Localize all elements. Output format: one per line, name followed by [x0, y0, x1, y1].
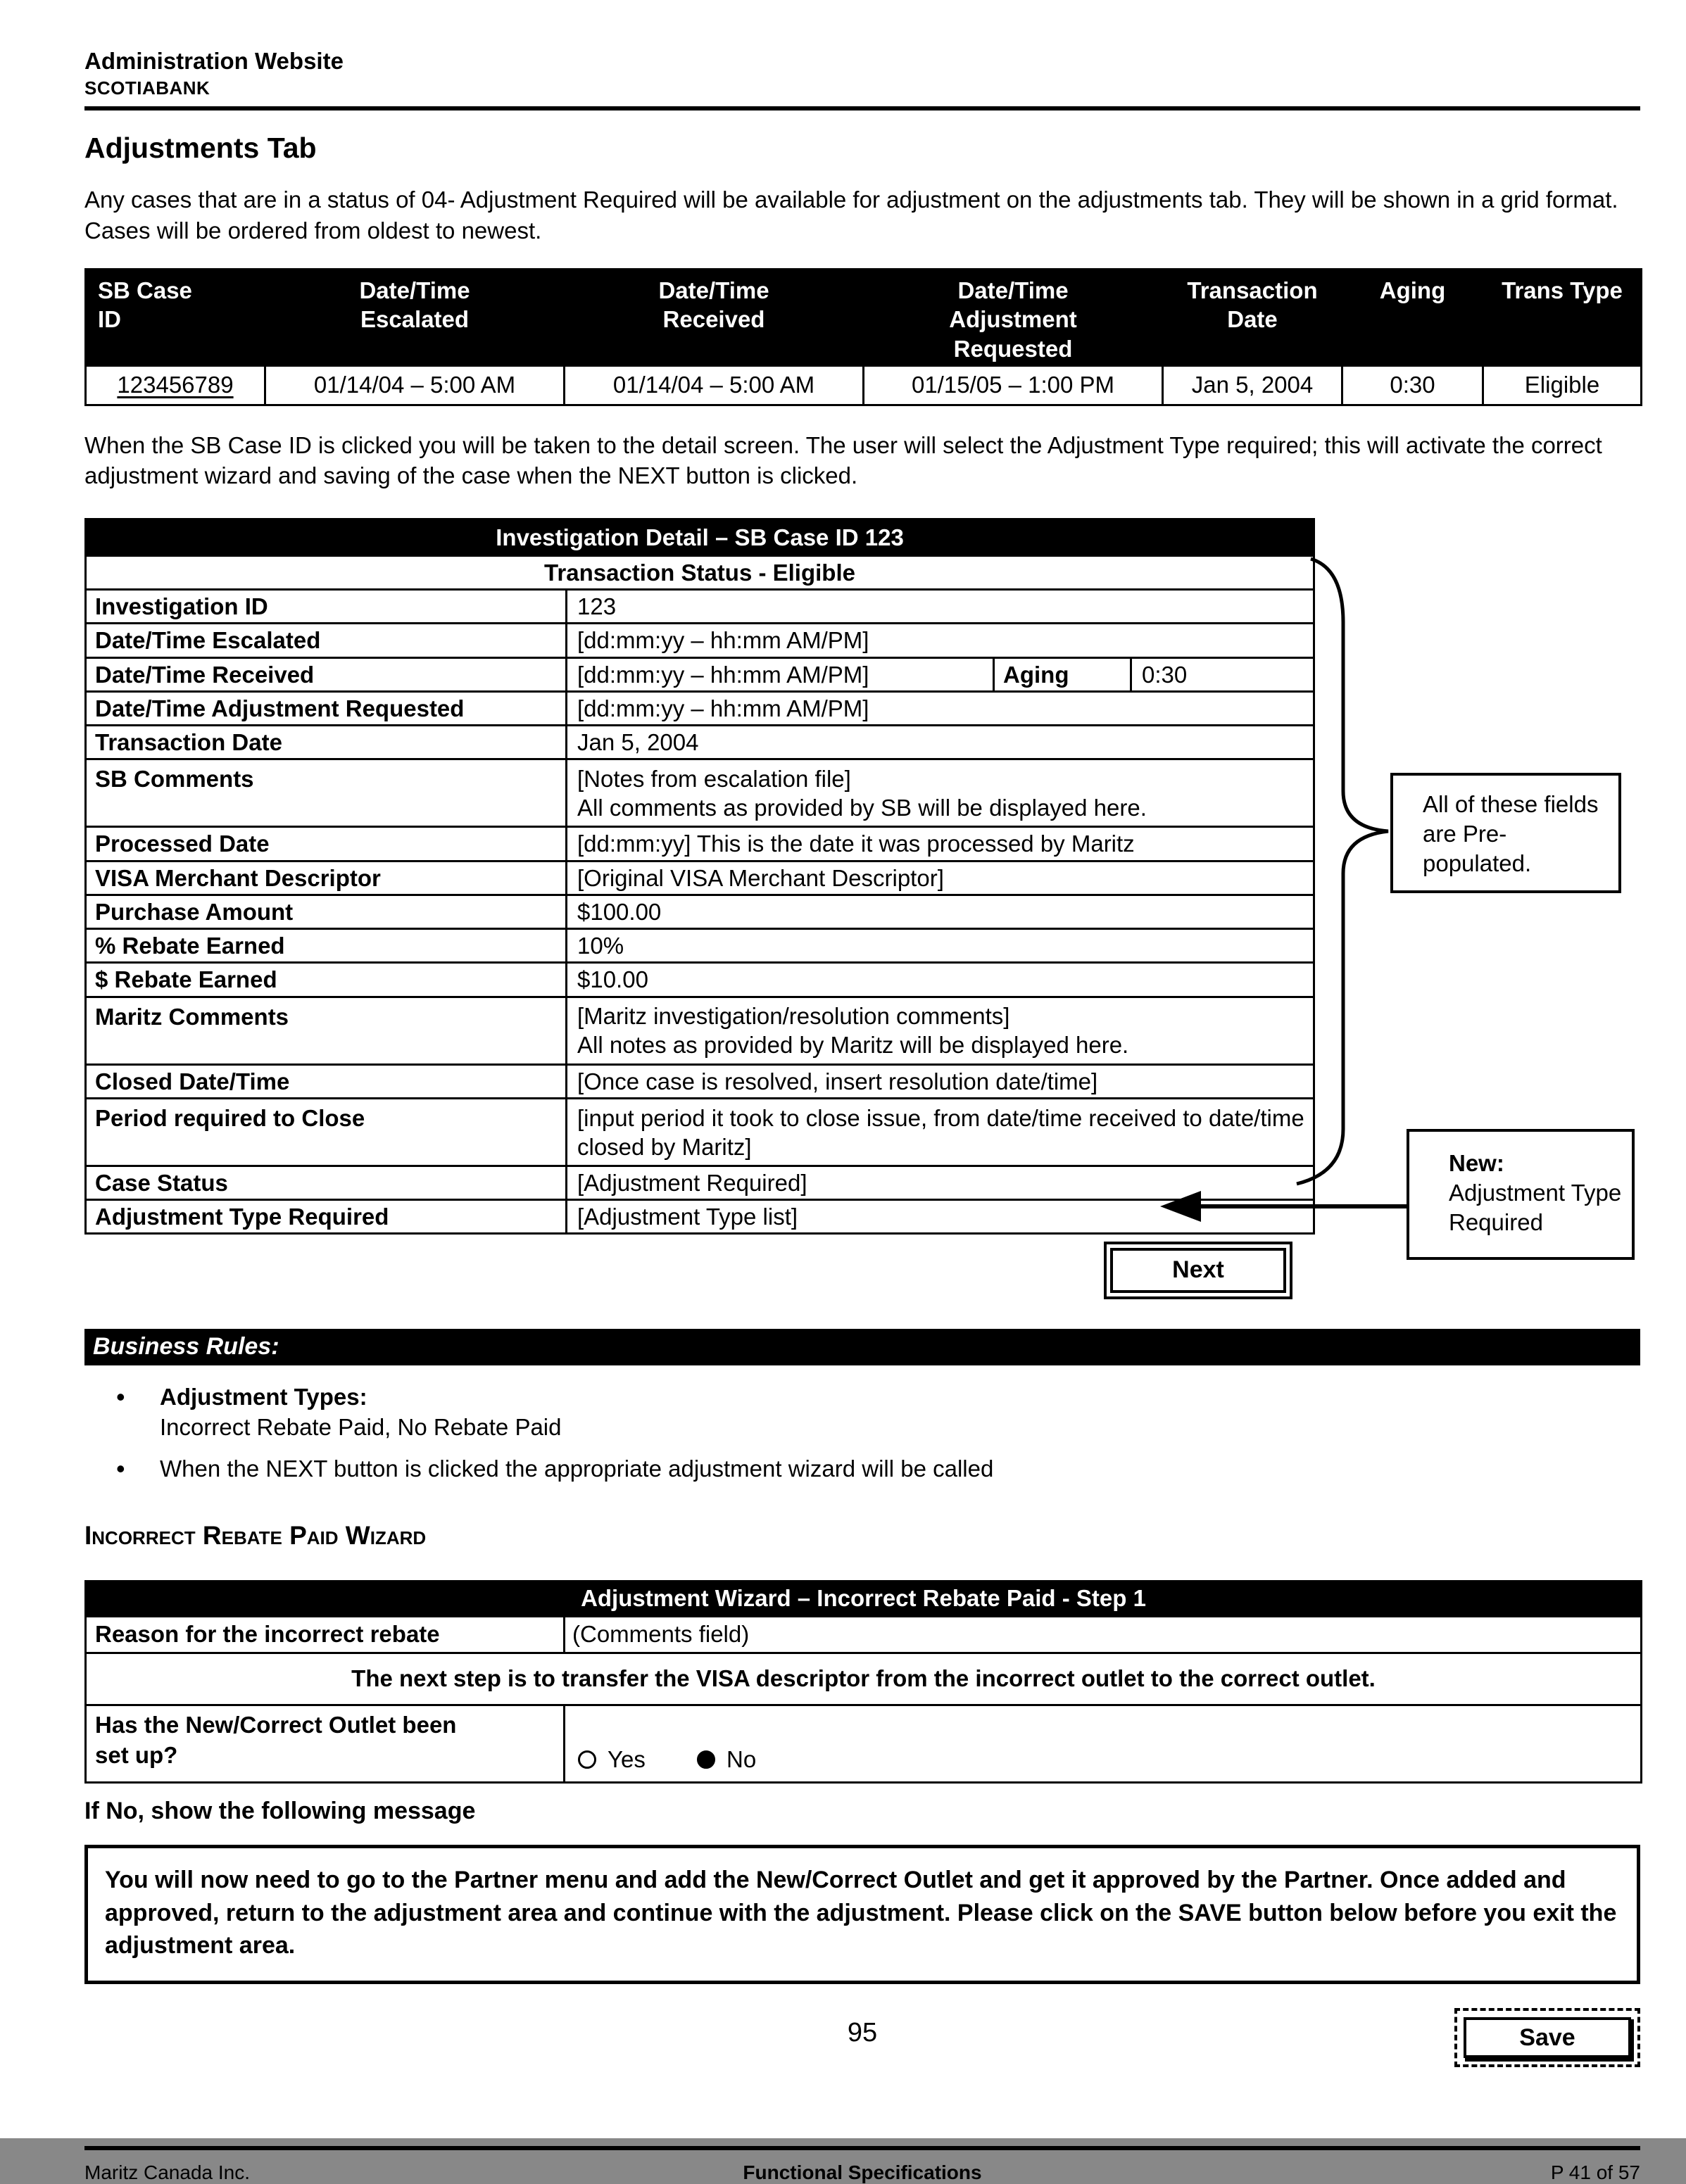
- reason-comments-field[interactable]: (Comments field): [565, 1616, 1642, 1653]
- value-transaction-date: Jan 5, 2004: [567, 726, 1314, 759]
- label-outlet-setup-question: Has the New/Correct Outlet been set up?: [86, 1705, 565, 1782]
- radio-no-icon[interactable]: [697, 1750, 715, 1769]
- table-row: [86, 365, 1642, 405]
- save-button[interactable]: Save: [1464, 2017, 1631, 2058]
- radio-option-yes[interactable]: [578, 1746, 646, 1773]
- radio-no-label[interactable]: No: [726, 1746, 757, 1772]
- label-investigation-id: Investigation ID: [86, 590, 567, 624]
- detail-intro-paragraph: When the SB Case ID is clicked you will be taken to the detail screen. The user will select the Adjustment Type required; this will activate the correct adjustment wizard and saving of the case when the NEXT button is clicked.: [84, 431, 1602, 489]
- header-divider: [84, 106, 1640, 111]
- wizard-section-heading: Incorrect Rebate Paid Wizard: [84, 1520, 427, 1550]
- business-rules-list: [116, 1382, 1640, 1484]
- value-period-to-close: [input period it took to close issue, from date/time received to date/time closed by Maritz]: [567, 1098, 1314, 1166]
- col-aging: Aging: [1342, 270, 1483, 366]
- label-case-status: Case Status: [86, 1166, 567, 1199]
- intro-paragraph: Any cases that are in a status of 04- Adjustment Required will be available for adjustment on the adjustments tab. They will be shown in a grid format. Cases will be ordered from oldest to newest.: [84, 187, 1618, 244]
- label-date-received: Date/Time Received: [86, 657, 567, 691]
- new-field-note: [1407, 1129, 1635, 1260]
- cell-transaction-date: Jan 5, 2004: [1163, 365, 1342, 405]
- value-sb-comments: [Notes from escalation file] All comments as provided by SB will be displayed here.: [567, 759, 1314, 827]
- bullet-icon: [116, 1454, 160, 1484]
- footer-divider: [84, 2146, 1640, 2150]
- cell-date-received: 01/14/04 – 5:00 AM: [565, 365, 864, 405]
- business-rules-bar: Business Rules:: [84, 1329, 1640, 1365]
- label-adjustment-type-required: Adjustment Type Required: [86, 1200, 567, 1234]
- value-pct-rebate-earned: 10%: [567, 929, 1314, 963]
- label-processed-date: Processed Date: [86, 827, 567, 861]
- bullet-icon: [116, 1382, 160, 1443]
- value-visa-descriptor: [Original VISA Merchant Descriptor]: [567, 861, 1314, 895]
- label-date-escalated: Date/Time Escalated: [86, 624, 567, 657]
- cases-header-row: [86, 270, 1642, 366]
- transaction-status: Transaction Status - Eligible: [86, 555, 1314, 589]
- col-trans-type: Trans Type: [1483, 270, 1642, 366]
- new-field-note-heading: New:: [1449, 1149, 1504, 1176]
- detail-table-title: Investigation Detail – SB Case ID 123: [86, 519, 1314, 555]
- value-dollar-rebate-earned: $10.00: [567, 963, 1314, 997]
- investigation-detail-section: [84, 518, 1640, 1305]
- radio-yes-label[interactable]: Yes: [608, 1746, 646, 1772]
- value-maritz-comments: [Maritz investigation/resolution comments] All notes as provided by Maritz will be displayed here.: [567, 997, 1314, 1064]
- cell-aging: 0:30: [1342, 365, 1483, 405]
- save-button-focus-outline: [1454, 2008, 1640, 2067]
- col-date-escalated: Date/Time Escalated: [265, 270, 565, 366]
- label-maritz-comments: Maritz Comments: [86, 997, 567, 1064]
- col-transaction-date: Transaction Date: [1163, 270, 1342, 366]
- label-purchase-amount: Purchase Amount: [86, 895, 567, 928]
- label-reason-incorrect-rebate: Reason for the incorrect rebate: [86, 1616, 565, 1653]
- new-field-note-text: Adjustment Type Required: [1449, 1180, 1622, 1236]
- cases-grid: [84, 268, 1642, 406]
- col-sb-case-id: SB Case ID: [86, 270, 265, 366]
- page-number: 95: [847, 2018, 878, 2048]
- value-purchase-amount: $100.00: [567, 895, 1314, 928]
- rule-adjustment-types-title: Adjustment Types:: [160, 1383, 367, 1410]
- cell-sb-case-id: [86, 365, 265, 405]
- org-name: SCOTIABANK: [84, 77, 210, 99]
- cell-date-escalated: 01/14/04 – 5:00 AM: [265, 365, 565, 405]
- list-item: [116, 1454, 1640, 1484]
- value-adjustment-type-required[interactable]: [Adjustment Type list]: [567, 1200, 1314, 1234]
- rule-adjustment-types-text: Incorrect Rebate Paid, No Rebate Paid: [160, 1413, 562, 1440]
- app-title: Administration Website: [84, 48, 344, 74]
- label-visa-descriptor: VISA Merchant Descriptor: [86, 861, 567, 895]
- footer-doc-title: Functional Specifications: [743, 2161, 982, 2184]
- radio-yes-icon[interactable]: [578, 1750, 596, 1769]
- page-title: Adjustments Tab: [84, 132, 317, 164]
- col-date-received: Date/Time Received: [565, 270, 864, 366]
- list-item: [116, 1382, 1640, 1443]
- value-closed-datetime: [Once case is resolved, insert resolution date/time]: [567, 1064, 1314, 1098]
- value-aging: 0:30: [1131, 657, 1314, 691]
- next-button[interactable]: Next: [1104, 1242, 1292, 1299]
- cell-trans-type: Eligible: [1483, 365, 1642, 405]
- document-header: [84, 48, 1640, 99]
- outlet-warning-message: You will now need to go to the Partner menu and add the New/Correct Outlet and get it approved by the Partner. Once added and approved, return to the adjustment area and continue with the adjustment. Please click on the SAVE button below before you exit the adjustment area.: [84, 1845, 1640, 1985]
- label-transaction-date: Transaction Date: [86, 726, 567, 759]
- label-dollar-rebate-earned: $ Rebate Earned: [86, 963, 567, 997]
- label-closed-datetime: Closed Date/Time: [86, 1064, 567, 1098]
- outlet-setup-options: [565, 1705, 1642, 1782]
- sb-case-id-link[interactable]: 123456789: [117, 372, 234, 398]
- value-case-status: [Adjustment Required]: [567, 1166, 1314, 1199]
- value-date-received: [dd:mm:yy – hh:mm AM/PM]: [567, 657, 994, 691]
- label-aging: Aging: [994, 657, 1131, 691]
- wizard-step-note: The next step is to transfer the VISA descriptor from the incorrect outlet to the correct outlet.: [86, 1653, 1642, 1705]
- investigation-detail-table: [84, 518, 1315, 1235]
- label-pct-rebate-earned: % Rebate Earned: [86, 929, 567, 963]
- footer-company: Maritz Canada Inc.: [84, 2161, 250, 2184]
- footer-page-count: P 41 of 57: [1550, 2161, 1641, 2184]
- bottom-area: [84, 1997, 1640, 2146]
- value-date-adjustment-requested: [dd:mm:yy – hh:mm AM/PM]: [567, 691, 1314, 725]
- adjustment-wizard-table: [84, 1580, 1642, 1784]
- prepopulated-note: All of these fields are Pre-populated.: [1390, 773, 1621, 893]
- label-period-to-close: Period required to Close: [86, 1098, 567, 1166]
- rule-next-button-text: When the NEXT button is clicked the appropriate adjustment wizard will be called: [160, 1455, 994, 1482]
- value-date-escalated: [dd:mm:yy – hh:mm AM/PM]: [567, 624, 1314, 657]
- wizard-table-title: Adjustment Wizard – Incorrect Rebate Paid - Step 1: [86, 1581, 1642, 1616]
- col-date-adjustment-requested: Date/Time Adjustment Requested: [864, 270, 1163, 366]
- value-investigation-id: 123: [567, 590, 1314, 624]
- radio-option-no[interactable]: [697, 1746, 756, 1773]
- value-processed-date: [dd:mm:yy] This is the date it was processed by Maritz: [567, 827, 1314, 861]
- cell-date-adjustment-requested: 01/15/05 – 1:00 PM: [864, 365, 1163, 405]
- label-date-adjustment-requested: Date/Time Adjustment Requested: [86, 691, 567, 725]
- document-footer: [84, 2161, 1640, 2184]
- label-sb-comments: SB Comments: [86, 759, 567, 827]
- if-no-note: If No, show the following message: [84, 1797, 476, 1824]
